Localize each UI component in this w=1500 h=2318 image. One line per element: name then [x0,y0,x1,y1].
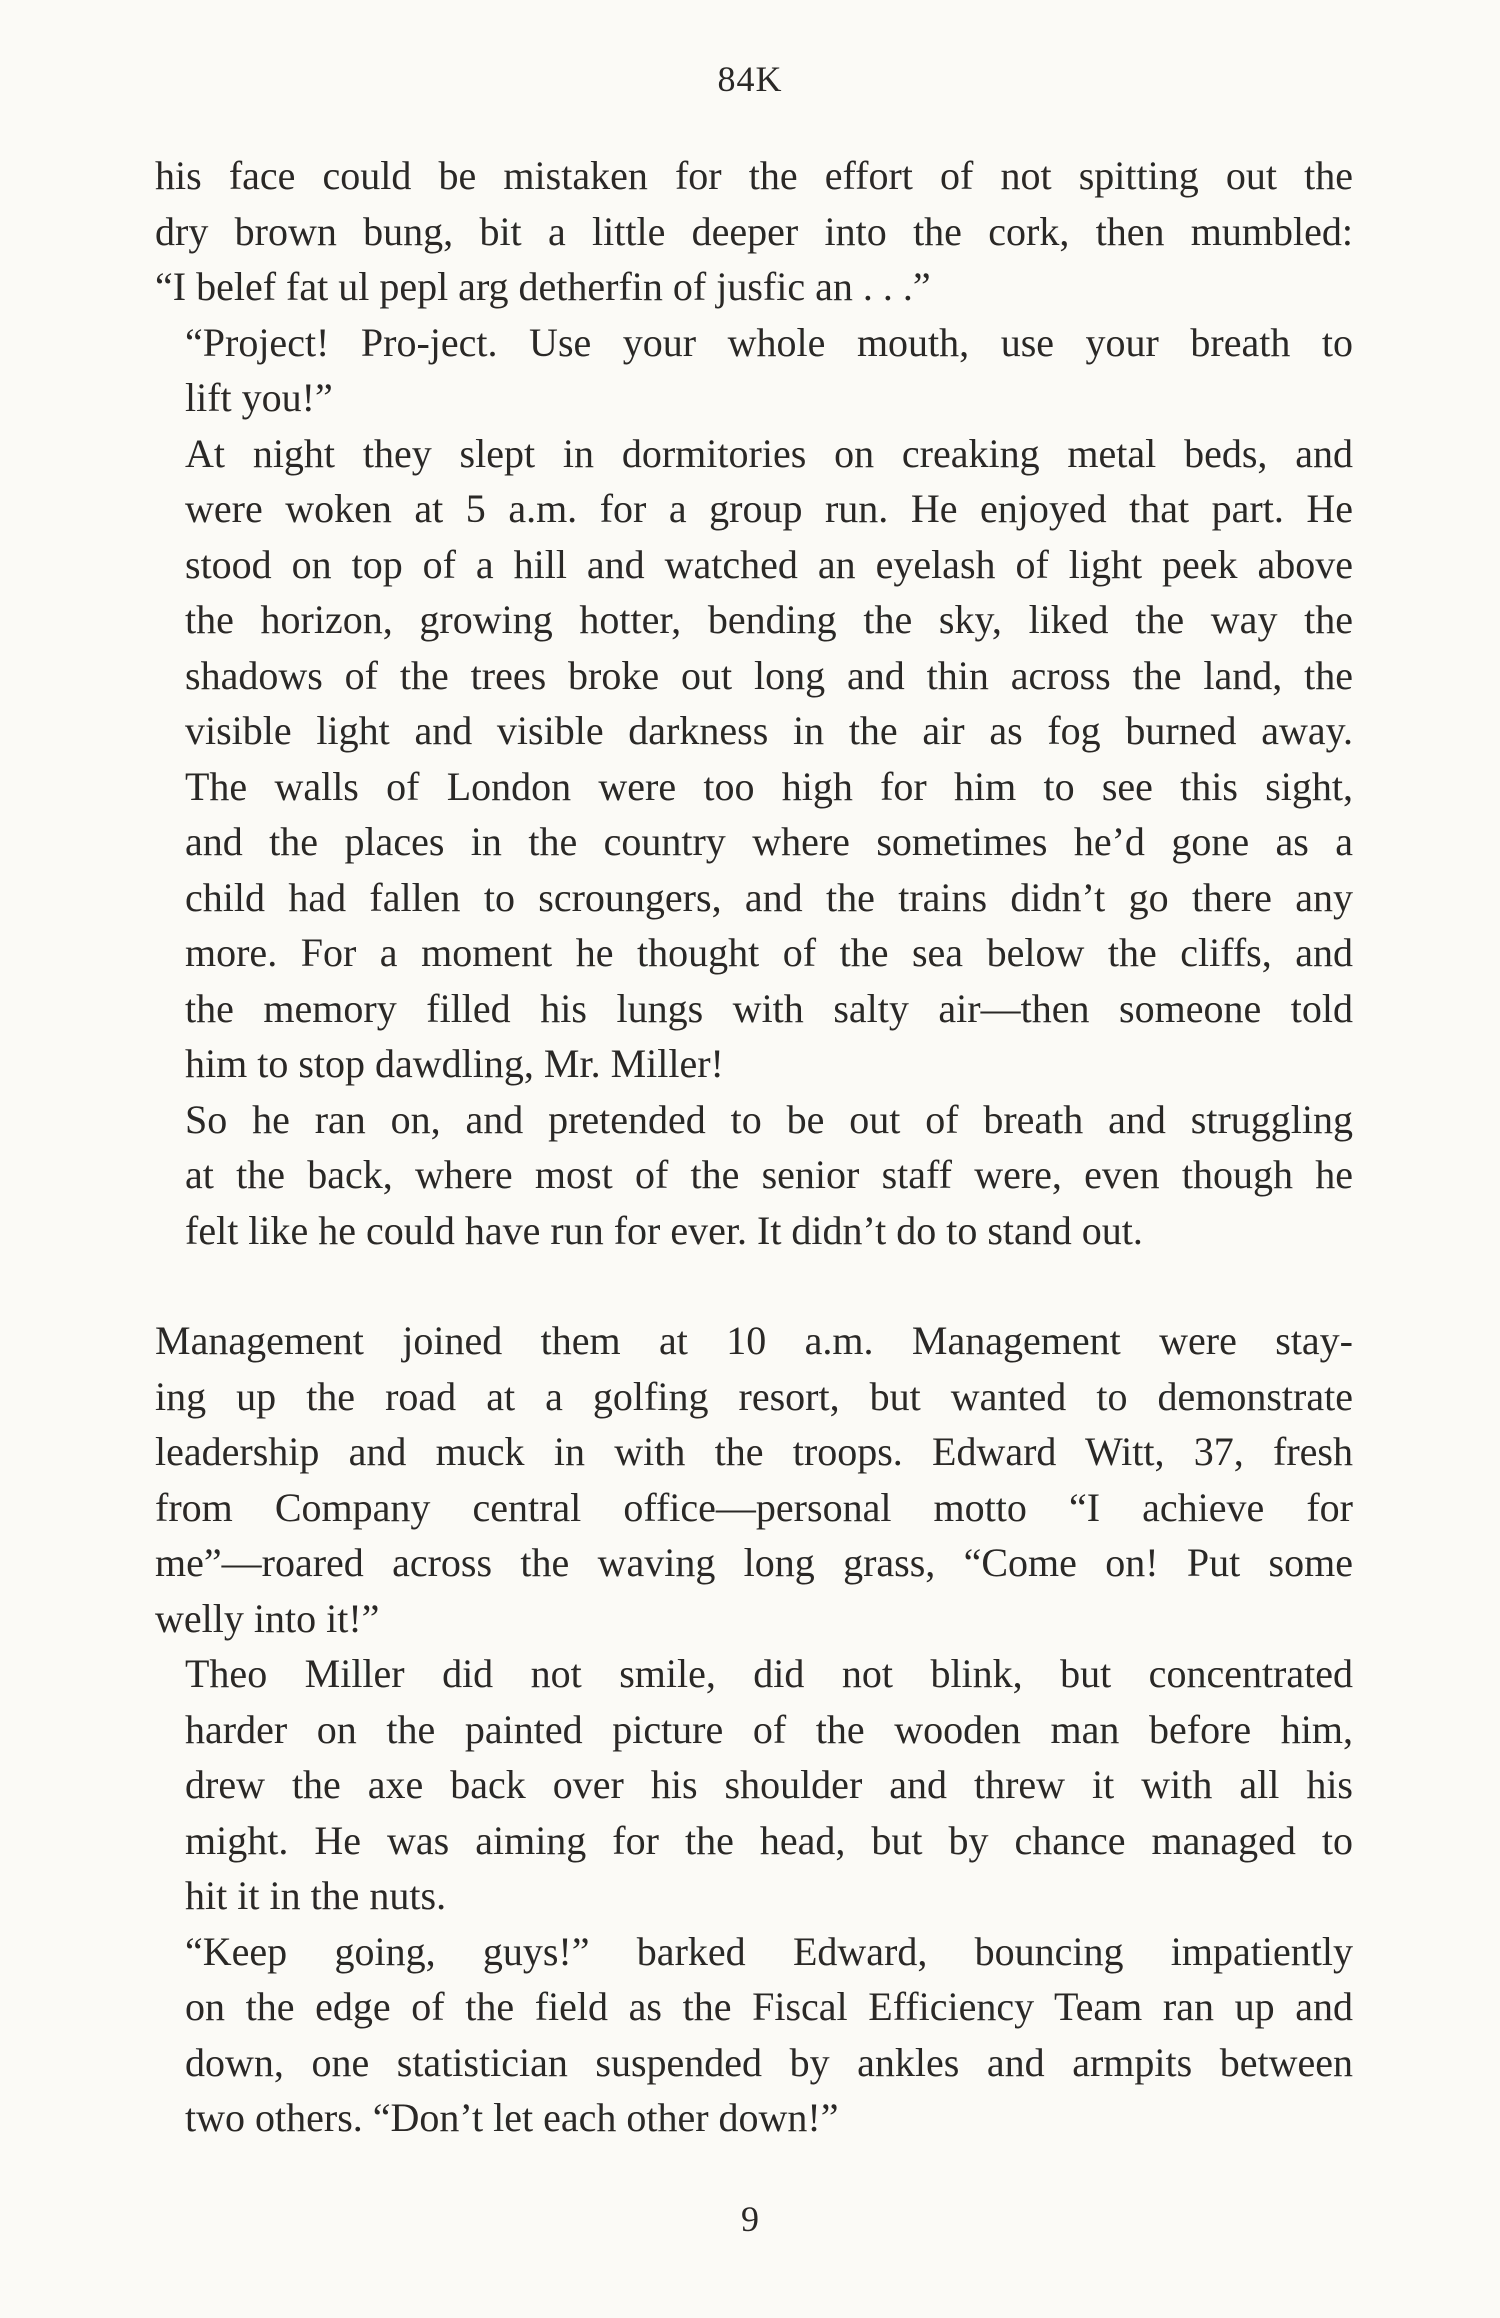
text-line: At night they slept in dormitories on creaking metal beds, and [185,430,1353,476]
page-number: 9 [741,2199,759,2239]
text-line: down, one statistician suspended by ankles and armpits between [185,2039,1353,2085]
text-line: me”—roared across the waving long grass, “Come on! Put some [155,1540,1353,1585]
running-head: 84K [717,59,783,99]
text-line: “Keep going, guys!” barked Edward, bouncing impatiently [185,1928,1353,1974]
text-line: might. He was aiming for the head, but by chance managed to [185,1817,1353,1863]
text-line: leadership and muck in with the troops. Edward Witt, 37, fresh [155,1429,1353,1474]
text-line: at the back, where most of the senior staff were, even though he [185,1152,1353,1197]
text-line: welly into it!” [155,1595,380,1641]
paragraph [155,315,1353,426]
paragraph [155,1092,1353,1259]
text-line: more. For a moment he thought of the sea below the cliffs, and [185,930,1353,975]
text-line: child had fallen to scroungers, and the trains didn’t go there any [185,874,1353,920]
text-line: the horizon, growing hotter, bending the sky, liked the way the [185,597,1353,642]
text-line: from Company central office—personal motto “I achieve for [155,1484,1353,1530]
text-line: visible light and visible darkness in the air as fog burned away. [185,708,1353,753]
text-line: the memory filled his lungs with salty air—then someone told [185,985,1353,1031]
text-line: “Project! Pro-ject. Use your whole mouth, use your breath to [185,319,1353,365]
paragraph [155,148,1353,315]
paragraph [155,1924,1353,2146]
text-line: harder on the painted picture of the wooden man before him, [185,1706,1353,1752]
text-line: two others. “Don’t let each other down!” [185,2095,839,2140]
text-line: ing up the road at a golfing resort, but wanted to demonstrate [155,1373,1353,1419]
text-line: felt like he could have run for ever. It didn’t do to stand out. [185,1207,1143,1253]
text-line: So he ran on, and pretended to be out of breath and struggling [185,1096,1353,1142]
text-line: dry brown bung, bit a little deeper into the cork, then mumbled: [155,208,1353,254]
text-line: on the edge of the field as the Fiscal Efficiency Team ran up and [185,1984,1353,2029]
text-line: hit it in the nuts. [185,1873,447,1918]
text-line: lift you!” [185,375,333,420]
text-line: stood on top of a hill and watched an eyelash of light peek above [185,541,1353,587]
text-line: and the places in the country where sometimes he’d gone as a [185,819,1353,864]
text-line: Management joined them at 10 a.m. Management were stay- [155,1318,1353,1363]
text-line: Theo Miller did not smile, did not blink, but concentrated [185,1651,1353,1696]
text-line: shadows of the trees broke out long and thin across the land, the [185,652,1353,698]
paragraph [155,426,1353,1092]
paragraph [155,1313,1353,1646]
text-line: him to stop dawdling, Mr. Miller! [185,1041,724,1086]
text-line: his face could be mistaken for the effort of not spitting out the [155,153,1353,198]
text-line: “I belef fat ul pepl arg detherfin of jusfic an . . .” [155,264,931,309]
paragraph [155,1646,1353,1924]
text-line: The walls of London were too high for him to see this sight, [185,763,1353,809]
body-text [155,148,1353,2146]
text-line: were woken at 5 a.m. for a group run. He enjoyed that part. He [185,486,1353,531]
text-line: drew the axe back over his shoulder and threw it with all his [185,1762,1353,1807]
